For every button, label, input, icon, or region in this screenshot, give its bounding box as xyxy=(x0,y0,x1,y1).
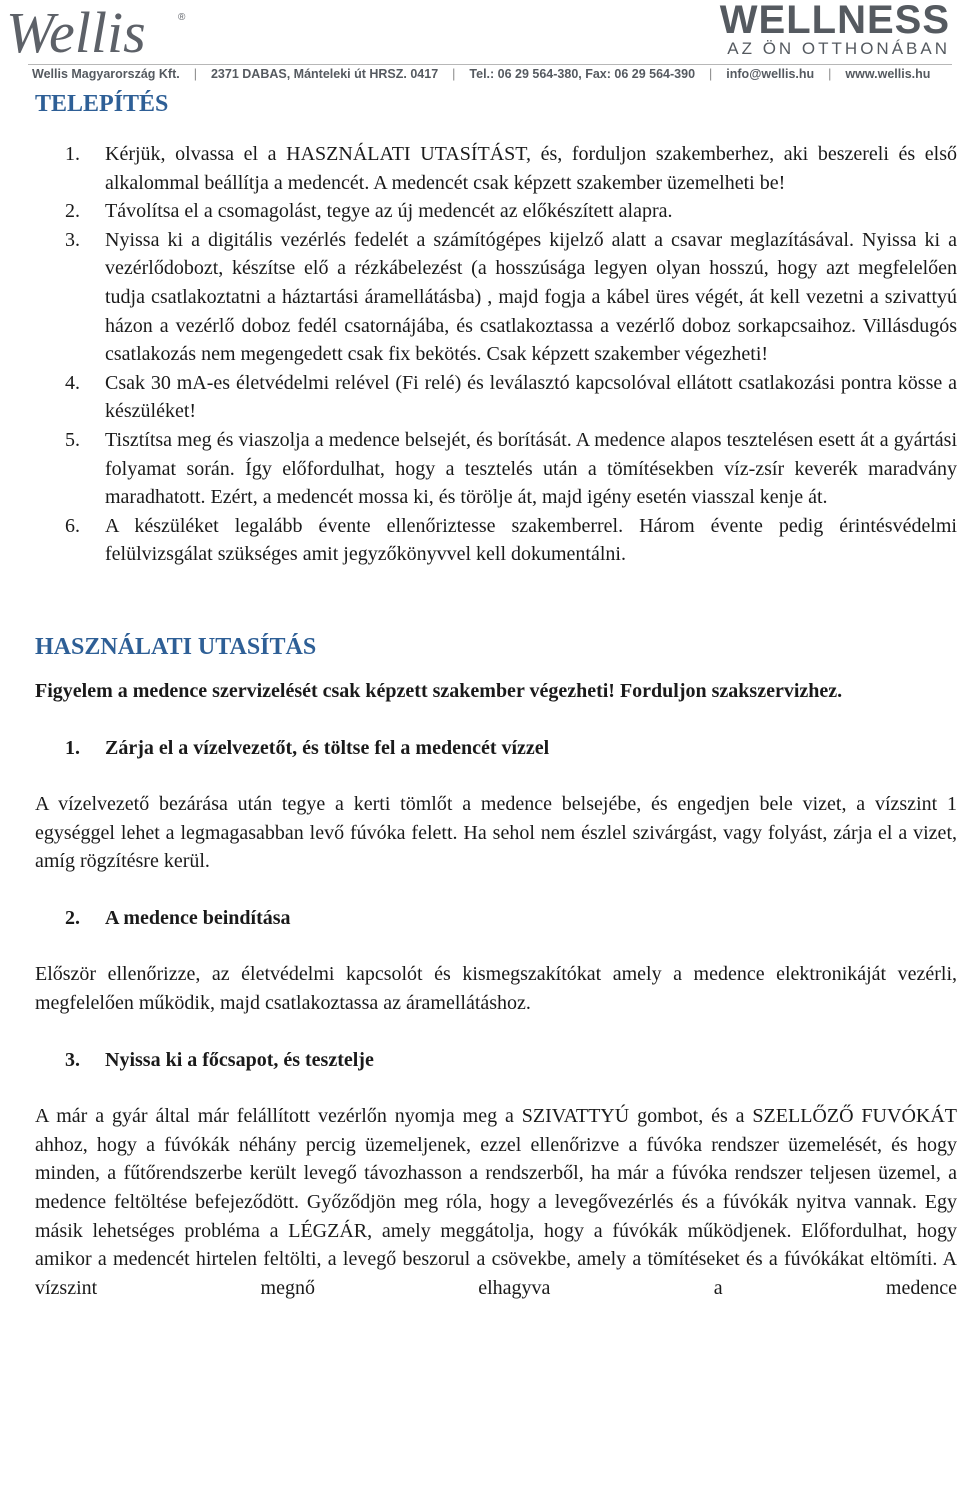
install-steps xyxy=(35,140,957,569)
contact-bar xyxy=(32,67,952,81)
step-number: 3. xyxy=(65,228,80,251)
document-body xyxy=(35,88,957,1330)
separator: | xyxy=(193,67,197,81)
step-number: 4. xyxy=(65,371,80,394)
step-text: Csak 30 mA-es életvédelmi relével (Fi relé) és leválasztó kapcsolóval ellátott csatlakozási pontra kösse a készüléket! xyxy=(105,371,957,423)
registered-mark: ® xyxy=(178,12,186,23)
install-step xyxy=(35,512,957,569)
brand-subtitle: AZ ÖN OTTHONÁBAN xyxy=(727,39,950,58)
logo-text: Wellis xyxy=(6,2,146,64)
step-number: 5. xyxy=(65,428,80,451)
company-address: 2371 DABAS, Mánteleki út HRSZ. 0417 xyxy=(210,67,439,81)
step-number: 6. xyxy=(65,514,80,537)
step-text: A készüléket legalább évente ellenőriztesse szakemberrel. Három évente pedig érintésvédelmi felülvizsgálat szükséges amit jegyzőkönyvvel kell dokumentálni. xyxy=(105,514,957,566)
separator: | xyxy=(452,67,456,81)
install-step xyxy=(35,369,957,426)
section-text: Először ellenőrizze, az életvédelmi kapcsolót és kismegszakítókat amely a medence elektronikáját vezérli, megfelelően működik, majd csatlakoztassa az áramellátáshoz. xyxy=(35,963,957,1015)
step-text: Nyissa ki a digitális vezérlés fedelét a számítógépes kijelző alatt a csavar meglazításával. Nyissa ki a vezérlődobozt, készítse elő a rézkábelezést (a hosszúsága legyen olyan hosszú, hogy azt megfelelően tudja csatlakoztatni a háztartási áramellátásba) , majd fogja a kábel üres végét, át kell vezetni a szivattyú házon a vezérlő doboz fedél csatornájába, és csatlakoztassa a vezérlő doboz sorkapcsaihoz. Villásdugós csatlakozás nem megengedett csak fix bekötés. Csak képzett szakember végezheti! xyxy=(105,228,957,366)
step-text: Tisztítsa meg és viaszolja a medence belsejét, és borítását. A medence alapos tesztelésen esett át a gyártási folyamat során. Így előfordulhat, hogy a tesztelés után a tömítésekben víz-zsír keverék maradvány maradhatott. Ezért, a medencét mossa ki, és törölje át, majd igény esetén viasszal kenje át. xyxy=(105,428,957,509)
company-name: Wellis Magyarország Kft. xyxy=(32,67,180,81)
step-text: Kérjük, olvassa el a HASZNÁLATI UTASÍTÁST, és, forduljon szakemberhez, aki beszereli és első alkalommal beállítja a medencét. A medencét csak képzett szakember üzemelheti be! xyxy=(105,143,957,194)
usage-heading: HASZNÁLATI UTASÍTÁS xyxy=(35,633,317,660)
separator: | xyxy=(709,67,713,81)
header-divider xyxy=(28,64,952,65)
section-number: 3. xyxy=(65,1048,80,1071)
company-email[interactable]: info@wellis.hu xyxy=(726,67,815,81)
section-heading xyxy=(35,1046,957,1075)
step-text: Távolítsa el a csomagolást, tegye az új medencét az előkészített alapra. xyxy=(105,200,673,223)
section-title: A medence beindítása xyxy=(105,906,291,929)
section-text: A vízelvezető bezárása után tegye a kerti tömlőt a medence belsejébe, és engedjen bele vizet, a vízszint 1 egységgel lehet a legmagasabban levő fúvóka felett. Ha sehol nem észlel szivárgást, vagy folyást, zárja el a vizet, amíg rögzítésre kerül. xyxy=(35,793,957,873)
step-number: 1. xyxy=(65,143,80,165)
wellis-logo xyxy=(6,2,196,64)
separator: | xyxy=(828,67,832,81)
install-step xyxy=(35,140,957,197)
install-heading: TELEPÍTÉS xyxy=(35,91,169,117)
section-number: 1. xyxy=(65,736,80,759)
section-text: A már a gyár által már felállított vezérlőn nyomja meg a SZIVATTYÚ gombot, és a SZELLŐZŐ FUVÓKÁT ahhoz, hogy a fúvókák néhány percig üzemeljenek, ezzel ellenőrizve a fúvóka rendszer üzemelését, és hogy minden, a fűtőrendszerbe került levegő távozhasson a rendszerből, ha már a fúvóka rendszer teljesen üzemel, a medence feltöltése befejeződött. Győződjön meg róla, hogy a levegővezérlés és a fúvókák nyitva vannak. Egy másik lehetséges probléma a LÉGZÁR, amely meggátolja, hogy a fúvókák működjenek. Előfordulhat, hogy amikor a medencét hirtelen feltölti, a levegő beszorul a csövekbe, amely a tömítéseket és a fúvókákat eltömíti. A vízszint megnő elhagyva a medence xyxy=(35,1105,957,1299)
install-step xyxy=(35,197,957,226)
company-phone: Tel.: 06 29 564-380, Fax: 06 29 564-390 xyxy=(469,67,696,81)
brand-title: WELLNESS xyxy=(719,0,950,42)
section-title: Nyissa ki a főcsapot, és tesztelje xyxy=(105,1048,374,1071)
company-website[interactable]: www.wellis.hu xyxy=(845,67,931,81)
section-title: Zárja el a vízelvezetőt, és töltse fel a medencét vízzel xyxy=(105,736,550,759)
step-number: 2. xyxy=(65,200,80,223)
install-step xyxy=(35,226,957,369)
section-number: 2. xyxy=(65,906,80,929)
section-heading xyxy=(35,904,957,933)
brand-block xyxy=(720,2,950,60)
warning-text: Figyelem a medence szervizelését csak képzett szakember végezheti! Forduljon szakszervizhez. xyxy=(35,679,843,702)
section-heading xyxy=(35,734,957,763)
install-step xyxy=(35,426,957,512)
